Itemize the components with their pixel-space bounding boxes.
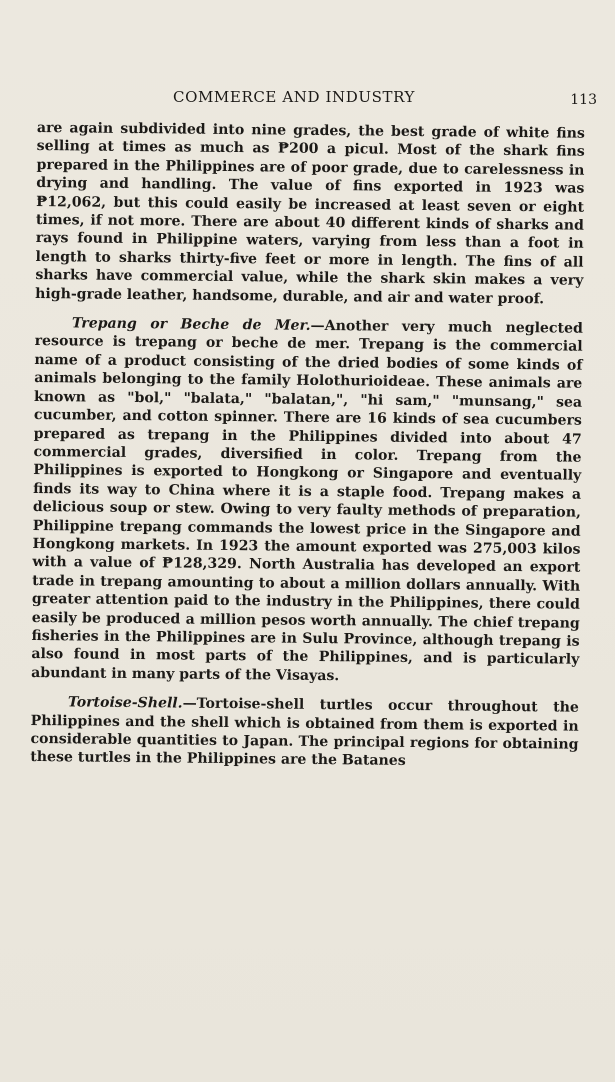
running-title: COMMERCE AND INDUSTRY (173, 88, 416, 106)
page-number: 113 (570, 92, 597, 108)
paragraph-trepang (31, 314, 583, 688)
paragraph-body: —Another very much neglected resource is trepang or beche de mer. Trepang is the commercial name of a product consisting of the dried bodies of some kinds of animals belonging to the family Holothurioideae. These animals are known as "bol," "balata," "balatan,", "hi sam," "munsang," sea cucumber, and cotton spinner. There are 16 kinds of sea cucumbers prepared as trepang in the Philippines divided into about 47 commercial grades, diversified in color. Trepang from the Philippines is exported to Hongkong or Singapore and eventually finds its way to China where it is a staple food. Trepang makes a delicious soup or stew. Owing to very faulty methods of preparation, Philippine trepang commands the lowest price in the Singapore and Hongkong markets. In 1923 the amount exported was 275,003 kilos with a value of ₱128,329. North Australia has developed an export trade in trepang amounting to about a million dollars annually. With greater attention paid to the industry in the Philippines, there could easily be produced a million pesos worth annually. The chief trepang fisheries in the Philippines are in Sulu Province, although trepang is also found in most parts of the Philippines, and is particularly abundant in many parts of the Visayas. (31, 317, 583, 684)
section-heading-tortoise-shell: Tortoise-Shell. (67, 694, 183, 712)
running-head (40, 88, 597, 110)
paragraph-body: are again subdivided into nine grades, the best grade of white fins selling at times as much as ₱200 a picul. Most of the shark fins prepared in the Philippines are of poor grade, due to carelessness in drying and handling. The value of fins exported in 1923 was ₱12,062, but this could easily be increased at least seven or eight times, if not more. There are about 40 different kinds of sharks and rays found in Philippine waters, varying from less than a foot in length to sharks thirty-five feet or more in length. The fins of all sharks have commercial value, while the shark skin makes a very high-grade leather, handsome, durable, and air and water proof. (35, 119, 585, 307)
body-text (30, 119, 585, 784)
section-heading-trepang: Trepang or Beche de Mer. (71, 315, 311, 334)
paragraph-shark-fins (35, 119, 585, 309)
paragraph-body: —Tortoise-shell turtles occur throughout the Philippines and the shell which is obtained from them is exported in considerable quantities to Japan. The principal regions for obtaining these turtles in the Philippines are the Batanes (30, 695, 579, 770)
paragraph-tortoise-shell (30, 693, 579, 772)
